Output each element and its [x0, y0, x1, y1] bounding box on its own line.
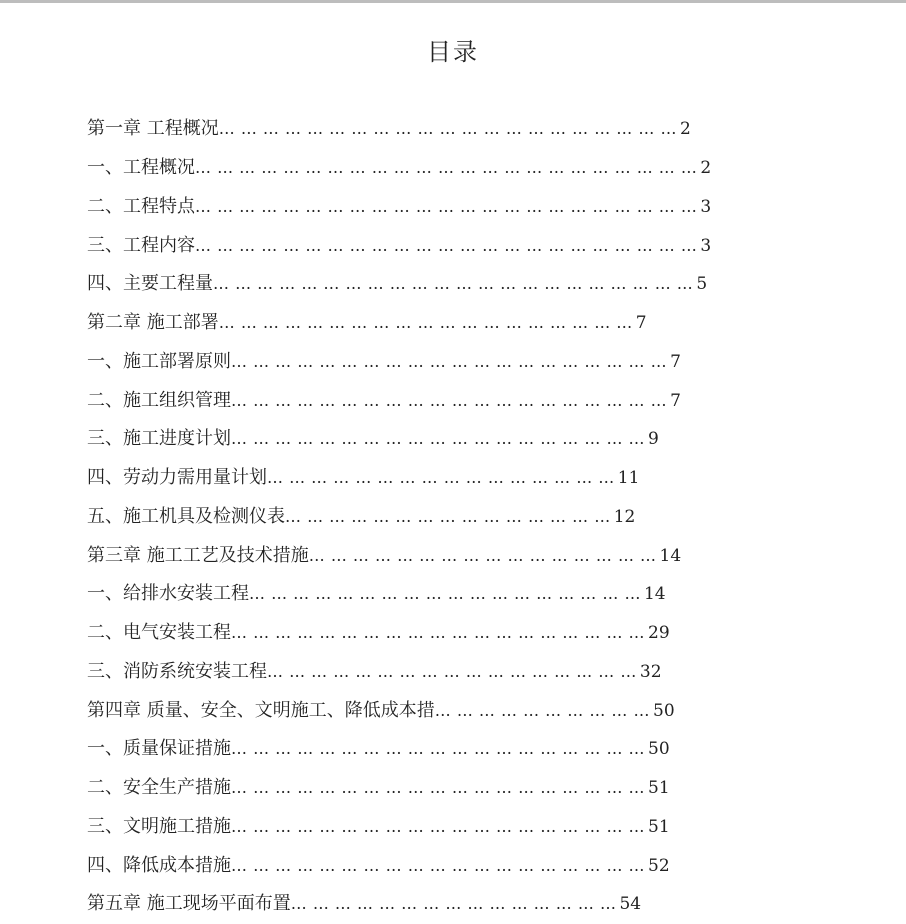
toc-entry[interactable]	[87, 575, 711, 614]
toc-entry-text: 二、安全生产措施	[87, 777, 231, 799]
toc-entry-text: 三、文明施工措施	[87, 815, 231, 837]
toc-entry-leader: … … … … … … … … … … … … … … … … … … … … … …	[213, 274, 694, 294]
toc-entry[interactable]	[87, 808, 711, 847]
toc-entry-leader: … … … … … … … … … …	[434, 700, 651, 720]
toc-entry-text: 二、电气安装工程	[87, 622, 231, 644]
toc-entry[interactable]	[87, 381, 711, 420]
toc-entry-leader: … … … … … … … … … … … … … … … … … … … …	[231, 390, 668, 410]
toc-entry[interactable]	[87, 653, 711, 692]
toc-entry-page: 52	[648, 855, 670, 876]
toc-entry-text: 三、工程内容	[87, 234, 195, 256]
toc-entry-page: 7	[635, 313, 647, 334]
toc-entry-page: 12	[613, 506, 636, 527]
toc-entry-text: 二、施工组织管理	[87, 389, 231, 411]
toc-entry-page: 32	[639, 661, 662, 682]
toc-entry-leader: … … … … … … … … … … … … … … … … … …	[249, 584, 641, 604]
toc-entry-text: 五、施工机具及检测仪表	[87, 505, 285, 527]
toc-entry-page: 5	[696, 274, 708, 295]
toc-entry[interactable]	[87, 188, 711, 227]
toc-entry-text: 四、劳动力需用量计划	[87, 467, 267, 489]
toc-entry[interactable]	[87, 614, 711, 653]
toc-entry-leader: … … … … … … … … … … … … … … … … … … …	[231, 855, 646, 875]
toc-entry-page: 14	[659, 545, 682, 566]
toc-entry-page: 54	[619, 894, 642, 915]
toc-entry[interactable]	[87, 730, 711, 769]
toc-entry-page: 3	[700, 196, 712, 217]
toc-entry-leader: … … … … … … … … … … … … … … … …	[308, 545, 657, 565]
toc-entry-text: 第二章 施工部署	[87, 312, 219, 334]
toc-entry-page: 7	[670, 390, 681, 411]
toc-entry[interactable]	[87, 149, 711, 188]
toc-entry-text: 一、给排水安装工程	[87, 583, 249, 605]
toc-entry-leader: … … … … … … … … … … … … … … … … … … …	[231, 778, 646, 798]
toc-entry-leader: … … … … … … … … … … … … … … …	[290, 894, 617, 914]
toc-entry[interactable]	[87, 498, 711, 537]
toc-entry-page: 3	[700, 235, 712, 256]
toc-entry-text: 四、主要工程量	[87, 273, 213, 295]
toc-entry[interactable]	[87, 226, 711, 265]
toc-entry[interactable]	[87, 110, 711, 149]
toc-entry[interactable]	[87, 846, 711, 885]
toc-entry-leader: … … … … … … … … … … … … … … … … … … … … … … …	[195, 235, 698, 255]
toc-entry-page: 50	[653, 700, 675, 721]
toc-entry-text: 二、工程特点	[87, 195, 195, 217]
toc-entry-page: 2	[700, 158, 712, 179]
toc-entry-page: 29	[648, 623, 670, 644]
toc-entry-text: 一、施工部署原则	[87, 350, 231, 372]
toc-entry-leader: … … … … … … … … … … … … … … … … … … …	[218, 313, 633, 333]
toc-entry-leader: … … … … … … … … … … … … … … … … … … …	[231, 623, 646, 643]
toc-entry-leader: … … … … … … … … … … … … … … … …	[267, 468, 615, 488]
toc-entry-text: 一、工程概况	[87, 157, 195, 179]
toc-entry-text: 三、施工进度计划	[87, 428, 231, 450]
toc-entry-text: 一、质量保证措施	[87, 738, 231, 760]
toc-list	[87, 110, 711, 924]
toc-entry-leader: … … … … … … … … … … … … … … … … … … … … … … …	[195, 158, 698, 178]
toc-entry-text: 第四章 质量、安全、文明施工、降低成本措	[87, 699, 435, 721]
toc-entry-leader: … … … … … … … … … … … … … … … … … … …	[231, 739, 646, 759]
toc-entry[interactable]	[87, 536, 711, 575]
toc-entry-leader: … … … … … … … … … … … … … … … … … … … … …	[218, 119, 677, 139]
toc-entry[interactable]	[87, 691, 711, 730]
toc-entry-leader: … … … … … … … … … … … … … … … … … … … …	[231, 351, 668, 371]
toc-entry-leader: … … … … … … … … … … … … … … … … …	[267, 661, 637, 681]
toc-entry-page: 14	[643, 584, 666, 605]
toc-entry[interactable]	[87, 420, 711, 459]
toc-entry-page: 51	[648, 816, 670, 837]
toc-entry[interactable]	[87, 459, 711, 498]
toc-entry-leader: … … … … … … … … … … … … … … … … … … …	[231, 429, 646, 449]
toc-entry-leader: … … … … … … … … … … … … … … … … … … … … … … …	[195, 196, 698, 216]
toc-entry-page: 2	[679, 119, 691, 140]
toc-entry-leader: … … … … … … … … … … … … … … …	[285, 506, 611, 526]
toc-entry[interactable]	[87, 769, 711, 808]
page-title: 目录	[427, 38, 479, 66]
toc-entry[interactable]	[87, 343, 711, 382]
toc-entry[interactable]	[87, 304, 711, 343]
toc-entry-text: 三、消防系统安装工程	[87, 660, 267, 682]
toc-entry-text: 四、降低成本措施	[87, 854, 231, 876]
toc-entry[interactable]	[87, 885, 711, 924]
toc-entry-page: 9	[648, 429, 659, 450]
toc-entry-text: 第五章 施工现场平面布置	[87, 893, 291, 915]
toc-entry-text: 第三章 施工工艺及技术措施	[87, 544, 309, 566]
toc-entry-leader: … … … … … … … … … … … … … … … … … … …	[231, 816, 646, 836]
toc-entry-page: 11	[617, 468, 640, 489]
toc-entry-text: 第一章 工程概况	[87, 118, 219, 140]
toc-entry-page: 51	[648, 778, 670, 799]
toc-entry[interactable]	[87, 265, 711, 304]
toc-entry-page: 50	[648, 739, 670, 760]
toc-entry-page: 7	[670, 351, 681, 372]
top-border	[0, 0, 906, 3]
